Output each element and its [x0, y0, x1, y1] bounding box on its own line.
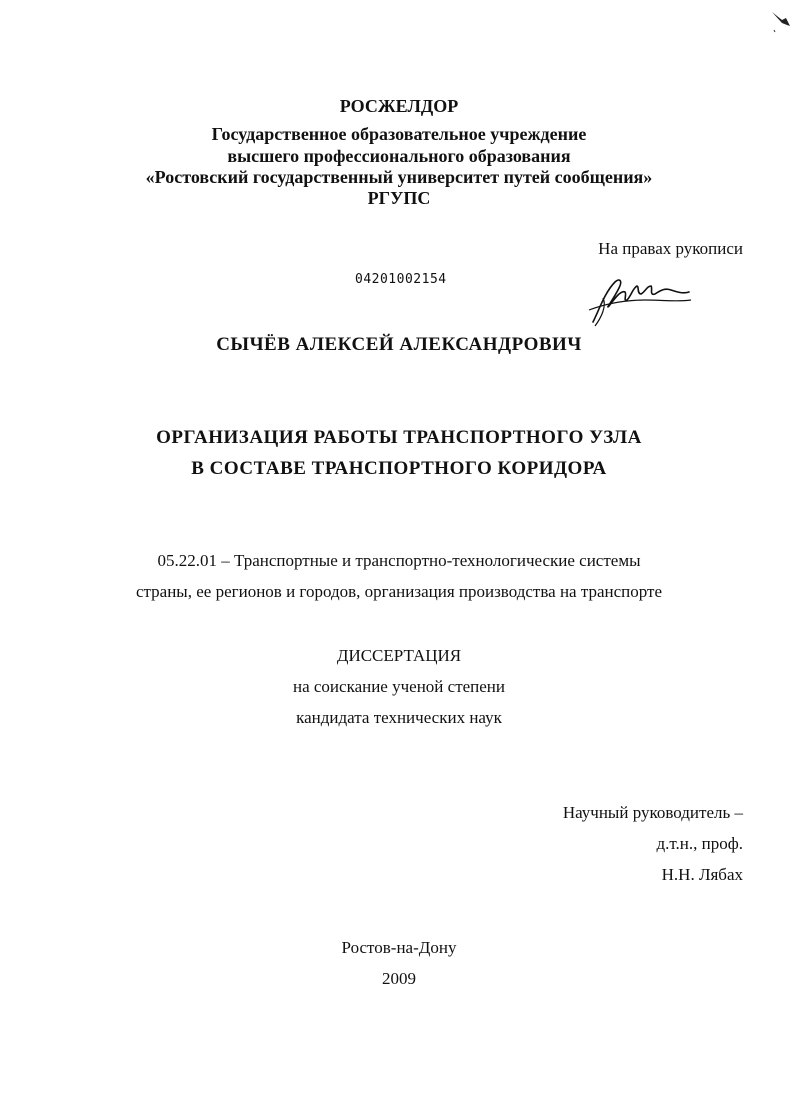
work-type-line-2: кандидата технических наук: [296, 708, 502, 727]
agency-name: РОСЖЕЛДОР: [339, 96, 459, 116]
institution-line-3: «Ростовский государственный университет путей сообщения»: [145, 167, 653, 187]
supervisor-name: Н.Н. Лябах: [661, 865, 743, 884]
supervisor-label: Научный руководитель –: [562, 803, 743, 822]
document-code: 04201002154: [355, 272, 447, 287]
specialty-line-1: 05.22.01 – Транспортные и транспортно-технологические системы: [157, 551, 641, 570]
title-line-1: ОРГАНИЗАЦИЯ РАБОТЫ ТРАНСПОРТНОГО УЗЛА: [156, 427, 642, 448]
city: Ростов-на-Дону: [341, 938, 457, 957]
specialty-line-2: страны, ее регионов и городов, организация производства на транспорте: [135, 582, 663, 601]
work-type-line-1: на соискание ученой степени: [292, 677, 506, 696]
title-line-2: В СОСТАВЕ ТРАНСПОРТНОГО КОРИДОРА: [191, 458, 607, 479]
work-type-label: ДИССЕРТАЦИЯ: [336, 646, 462, 665]
institution-line-2: высшего профессионального образования: [227, 146, 571, 166]
scan-mark-icon: [768, 8, 796, 36]
manuscript-note: На правах рукописи: [598, 239, 743, 258]
author-signature: [585, 270, 695, 330]
institution-abbr: РГУПС: [367, 188, 431, 208]
author-name: СЫЧЁВ АЛЕКСЕЙ АЛЕКСАНДРОВИЧ: [216, 334, 582, 355]
institution-line-1: Государственное образовательное учреждение: [211, 124, 587, 144]
year: 2009: [382, 969, 416, 988]
supervisor-degree: д.т.н., проф.: [656, 834, 743, 853]
